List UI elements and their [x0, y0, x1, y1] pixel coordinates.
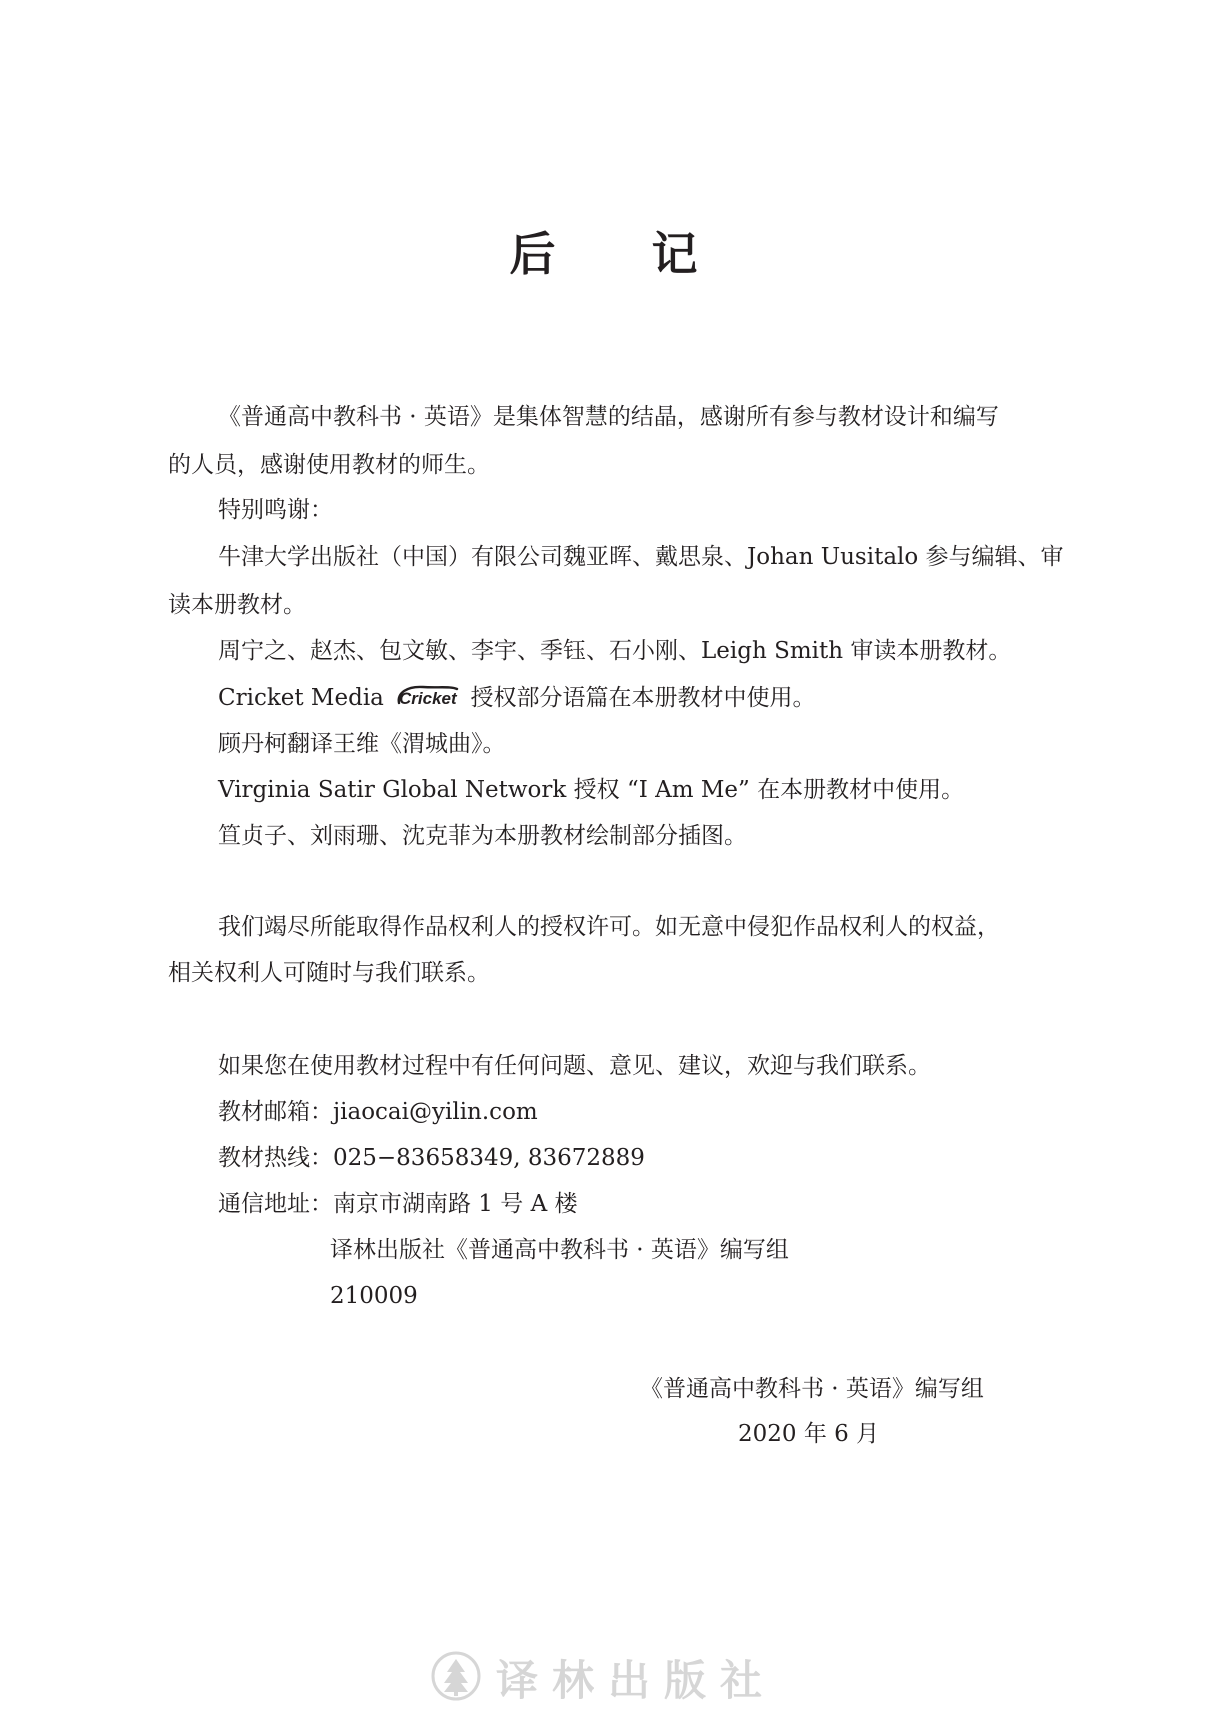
- thanks-oxford-line-2: 读本册教材。: [168, 592, 306, 618]
- publisher-name: 译林出版社: [496, 1656, 777, 1705]
- cricket-suffix: 授权部分语篇在本册教材中使用。: [470, 685, 816, 711]
- cricket-logo-icon: [393, 683, 459, 717]
- thanks-reviewers: 周宁之、赵杰、包文敏、李宇、季钰、石小刚、Leigh Smith 审读本册教材。: [218, 638, 1012, 664]
- cricket-prefix: Cricket Media: [218, 685, 384, 711]
- thanks-oxford-line-1: 牛津大学出版社（中国）有限公司魏亚晖、戴思泉、Johan Uusitalo 参与编辑、审: [218, 544, 1064, 570]
- signature-date: 2020 年 6 月: [738, 1421, 880, 1447]
- contact-address-line-2: 译林出版社《普通高中教科书 · 英语》编写组: [330, 1237, 789, 1263]
- contact-email: 教材邮箱：jiaocai@yilin.com: [218, 1099, 538, 1125]
- contact-hotline: 教材热线：025−83658349, 83672889: [218, 1145, 645, 1171]
- paragraph-1-line-1: 《普通高中教科书 · 英语》是集体智慧的结晶，感谢所有参与教材设计和编写: [218, 404, 999, 430]
- thanks-translation: 顾丹柯翻译王维《渭城曲》。: [218, 731, 506, 757]
- thanks-satir: Virginia Satir Global Network 授权 “I Am Me” 在本册教材中使用。: [218, 777, 965, 803]
- paragraph-1-line-2: 的人员，感谢使用教材的师生。: [168, 452, 490, 478]
- contact-intro: 如果您在使用教材过程中有任何问题、意见、建议，欢迎与我们联系。: [218, 1053, 931, 1079]
- svg-text:Cricket: Cricket: [399, 689, 457, 708]
- contact-postcode: 210009: [330, 1283, 418, 1309]
- page-title: 后 记: [509, 227, 738, 281]
- thanks-cricket: [218, 683, 816, 717]
- publisher-footer: [430, 1648, 790, 1708]
- thanks-heading: 特别鸣谢：: [218, 497, 333, 523]
- signature-group: 《普通高中教科书 · 英语》编写组: [640, 1376, 984, 1402]
- thanks-illustrators: 笪贞子、刘雨珊、沈克菲为本册教材绘制部分插图。: [218, 823, 747, 849]
- rights-line-2: 相关权利人可随时与我们联系。: [168, 960, 490, 986]
- rights-line-1: 我们竭尽所能取得作品权利人的授权许可。如无意中侵犯作品权利人的权益，: [218, 914, 1000, 940]
- publisher-tree-icon: [430, 1650, 482, 1706]
- contact-address-line-1: 通信地址：南京市湖南路 1 号 A 楼: [218, 1191, 578, 1217]
